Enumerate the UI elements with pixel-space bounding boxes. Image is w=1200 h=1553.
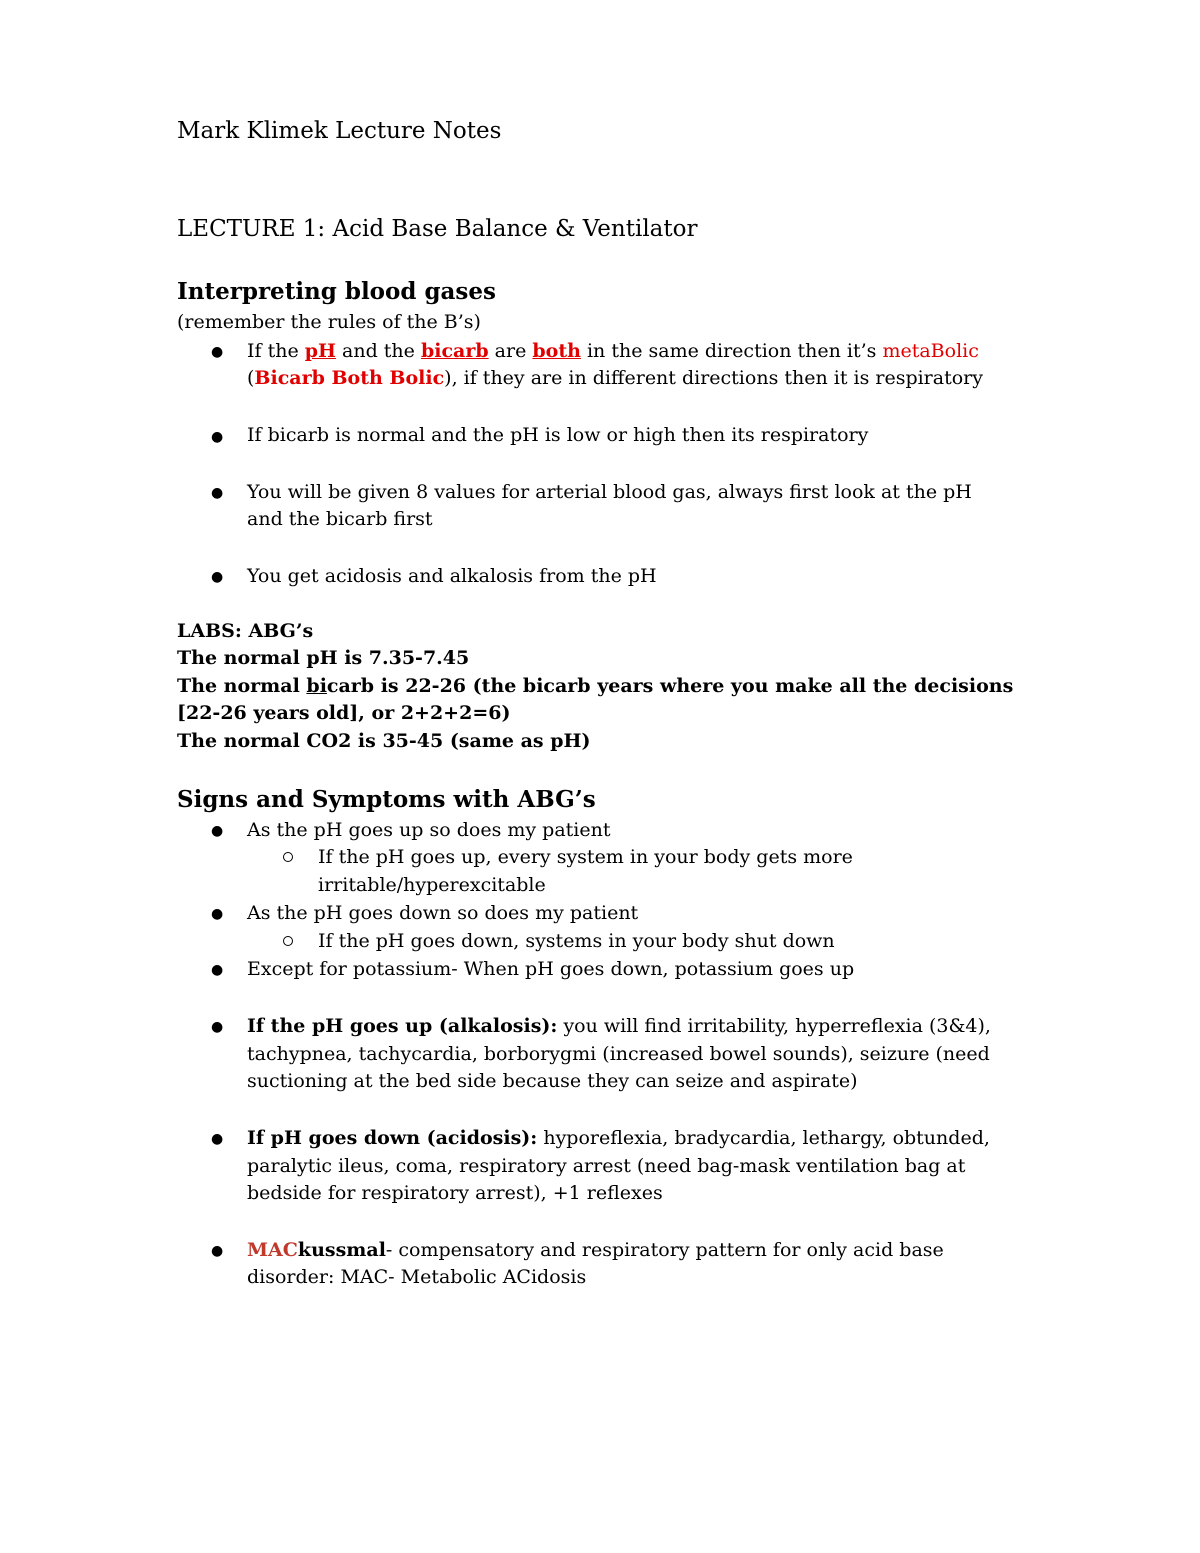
sub-bullet-icon: [283, 936, 293, 946]
labs-normal-bicarb-cont: [22-26 years old], or 2+2+2=6): [177, 702, 511, 724]
bullet-icon: ●: [211, 1131, 224, 1147]
bullet-icon: ●: [211, 1019, 224, 1035]
sub-item-ph-down: If the pH goes down, systems in your body shut down: [318, 930, 835, 952]
sub-bullet-icon: [283, 852, 293, 862]
bullet-icon: ●: [211, 485, 224, 501]
bullet-item-acidosis-cont1: paralytic ileus, coma, respiratory arrest (need bag-mask ventilation bag at: [247, 1155, 966, 1177]
bullet-icon: ●: [211, 823, 224, 839]
bullet-item-rule-of-bs-cont: (Bicarb Both Bolic), if they are in different directions then it is respiratory: [247, 367, 983, 389]
sub-item-ph-up: If the pH goes up, every system in your body gets more: [318, 846, 853, 868]
bullet-item-eight-values: You will be given 8 values for arterial blood gas, always first look at the pH: [247, 481, 972, 503]
labs-normal-ph: The normal pH is 7.35-7.45: [177, 647, 470, 669]
labs-heading: LABS: ABG’s: [177, 620, 314, 642]
bullet-item-acidosis-cont2: bedside for respiratory arrest), +1 reflexes: [247, 1182, 663, 1204]
bullet-item-ph-up: As the pH goes up so does my patient: [247, 819, 611, 841]
bullet-item-mackussmal: MACkussmal- compensatory and respiratory pattern for only acid base: [247, 1239, 944, 1261]
both-keyword: both: [532, 340, 581, 362]
section-heading-interpreting: Interpreting blood gases: [177, 278, 496, 305]
ph-keyword: pH: [304, 340, 336, 362]
mac-keyword: MAC: [247, 1239, 298, 1261]
bullet-item-normal-bicarb: If bicarb is normal and the pH is low or high then its respiratory: [247, 424, 869, 446]
bullet-icon: ●: [211, 1243, 224, 1259]
bullet-icon: ●: [211, 344, 224, 360]
labs-normal-co2: The normal CO2 is 35-45 (same as pH): [177, 730, 591, 752]
lecture-title: LECTURE 1: Acid Base Balance & Ventilator: [177, 216, 698, 242]
bullet-item-acidosis: If pH goes down (acidosis): hyporeflexia, bradycardia, lethargy, obtunded,: [247, 1127, 990, 1149]
sub-item-ph-up-cont: irritable/hyperexcitable: [318, 874, 546, 896]
bullet-item-ph-down: As the pH goes down so does my patient: [247, 902, 639, 924]
bullet-item-potassium: Except for potassium- When pH goes down, potassium goes up: [247, 958, 855, 980]
bullet-icon: ●: [211, 906, 224, 922]
bullet-item-alkalosis-cont2: suctioning at the bed side because they can seize and aspirate): [247, 1070, 858, 1092]
bullet-item-alkalosis: If the pH goes up (alkalosis): you will find irritability, hyperreflexia (3&4),: [247, 1015, 991, 1037]
bullet-icon: ●: [211, 429, 224, 445]
bicarb-keyword: bicarb: [420, 340, 489, 362]
bicarb-both-bolic: Bicarb Both Bolic: [254, 367, 445, 389]
bullet-item-mackussmal-cont: disorder: MAC- Metabolic ACidosis: [247, 1266, 587, 1288]
bullet-item-alkalosis-cont1: tachypnea, tachycardia, borborygmi (increased bowel sounds), seizure (need: [247, 1043, 990, 1065]
bullet-icon: ●: [211, 962, 224, 978]
bullet-item-acidosis-alkalosis: You get acidosis and alkalosis from the pH: [247, 565, 657, 587]
section-subheading: (remember the rules of the B’s): [177, 311, 481, 333]
document-title: Mark Klimek Lecture Notes: [177, 118, 502, 144]
bullet-item-rule-of-bs: If the pH and the bicarb are both in the same direction then it’s metaBolic: [247, 340, 979, 362]
section-heading-signs-symptoms: Signs and Symptoms with ABG’s: [177, 786, 596, 813]
metabolic-keyword: metaBolic: [882, 340, 979, 362]
labs-normal-bicarb: The normal bicarb is 22-26 (the bicarb years where you make all the decisions: [177, 675, 1014, 697]
bullet-item-eight-values-cont: and the bicarb first: [247, 508, 433, 530]
bullet-icon: ●: [211, 569, 224, 585]
